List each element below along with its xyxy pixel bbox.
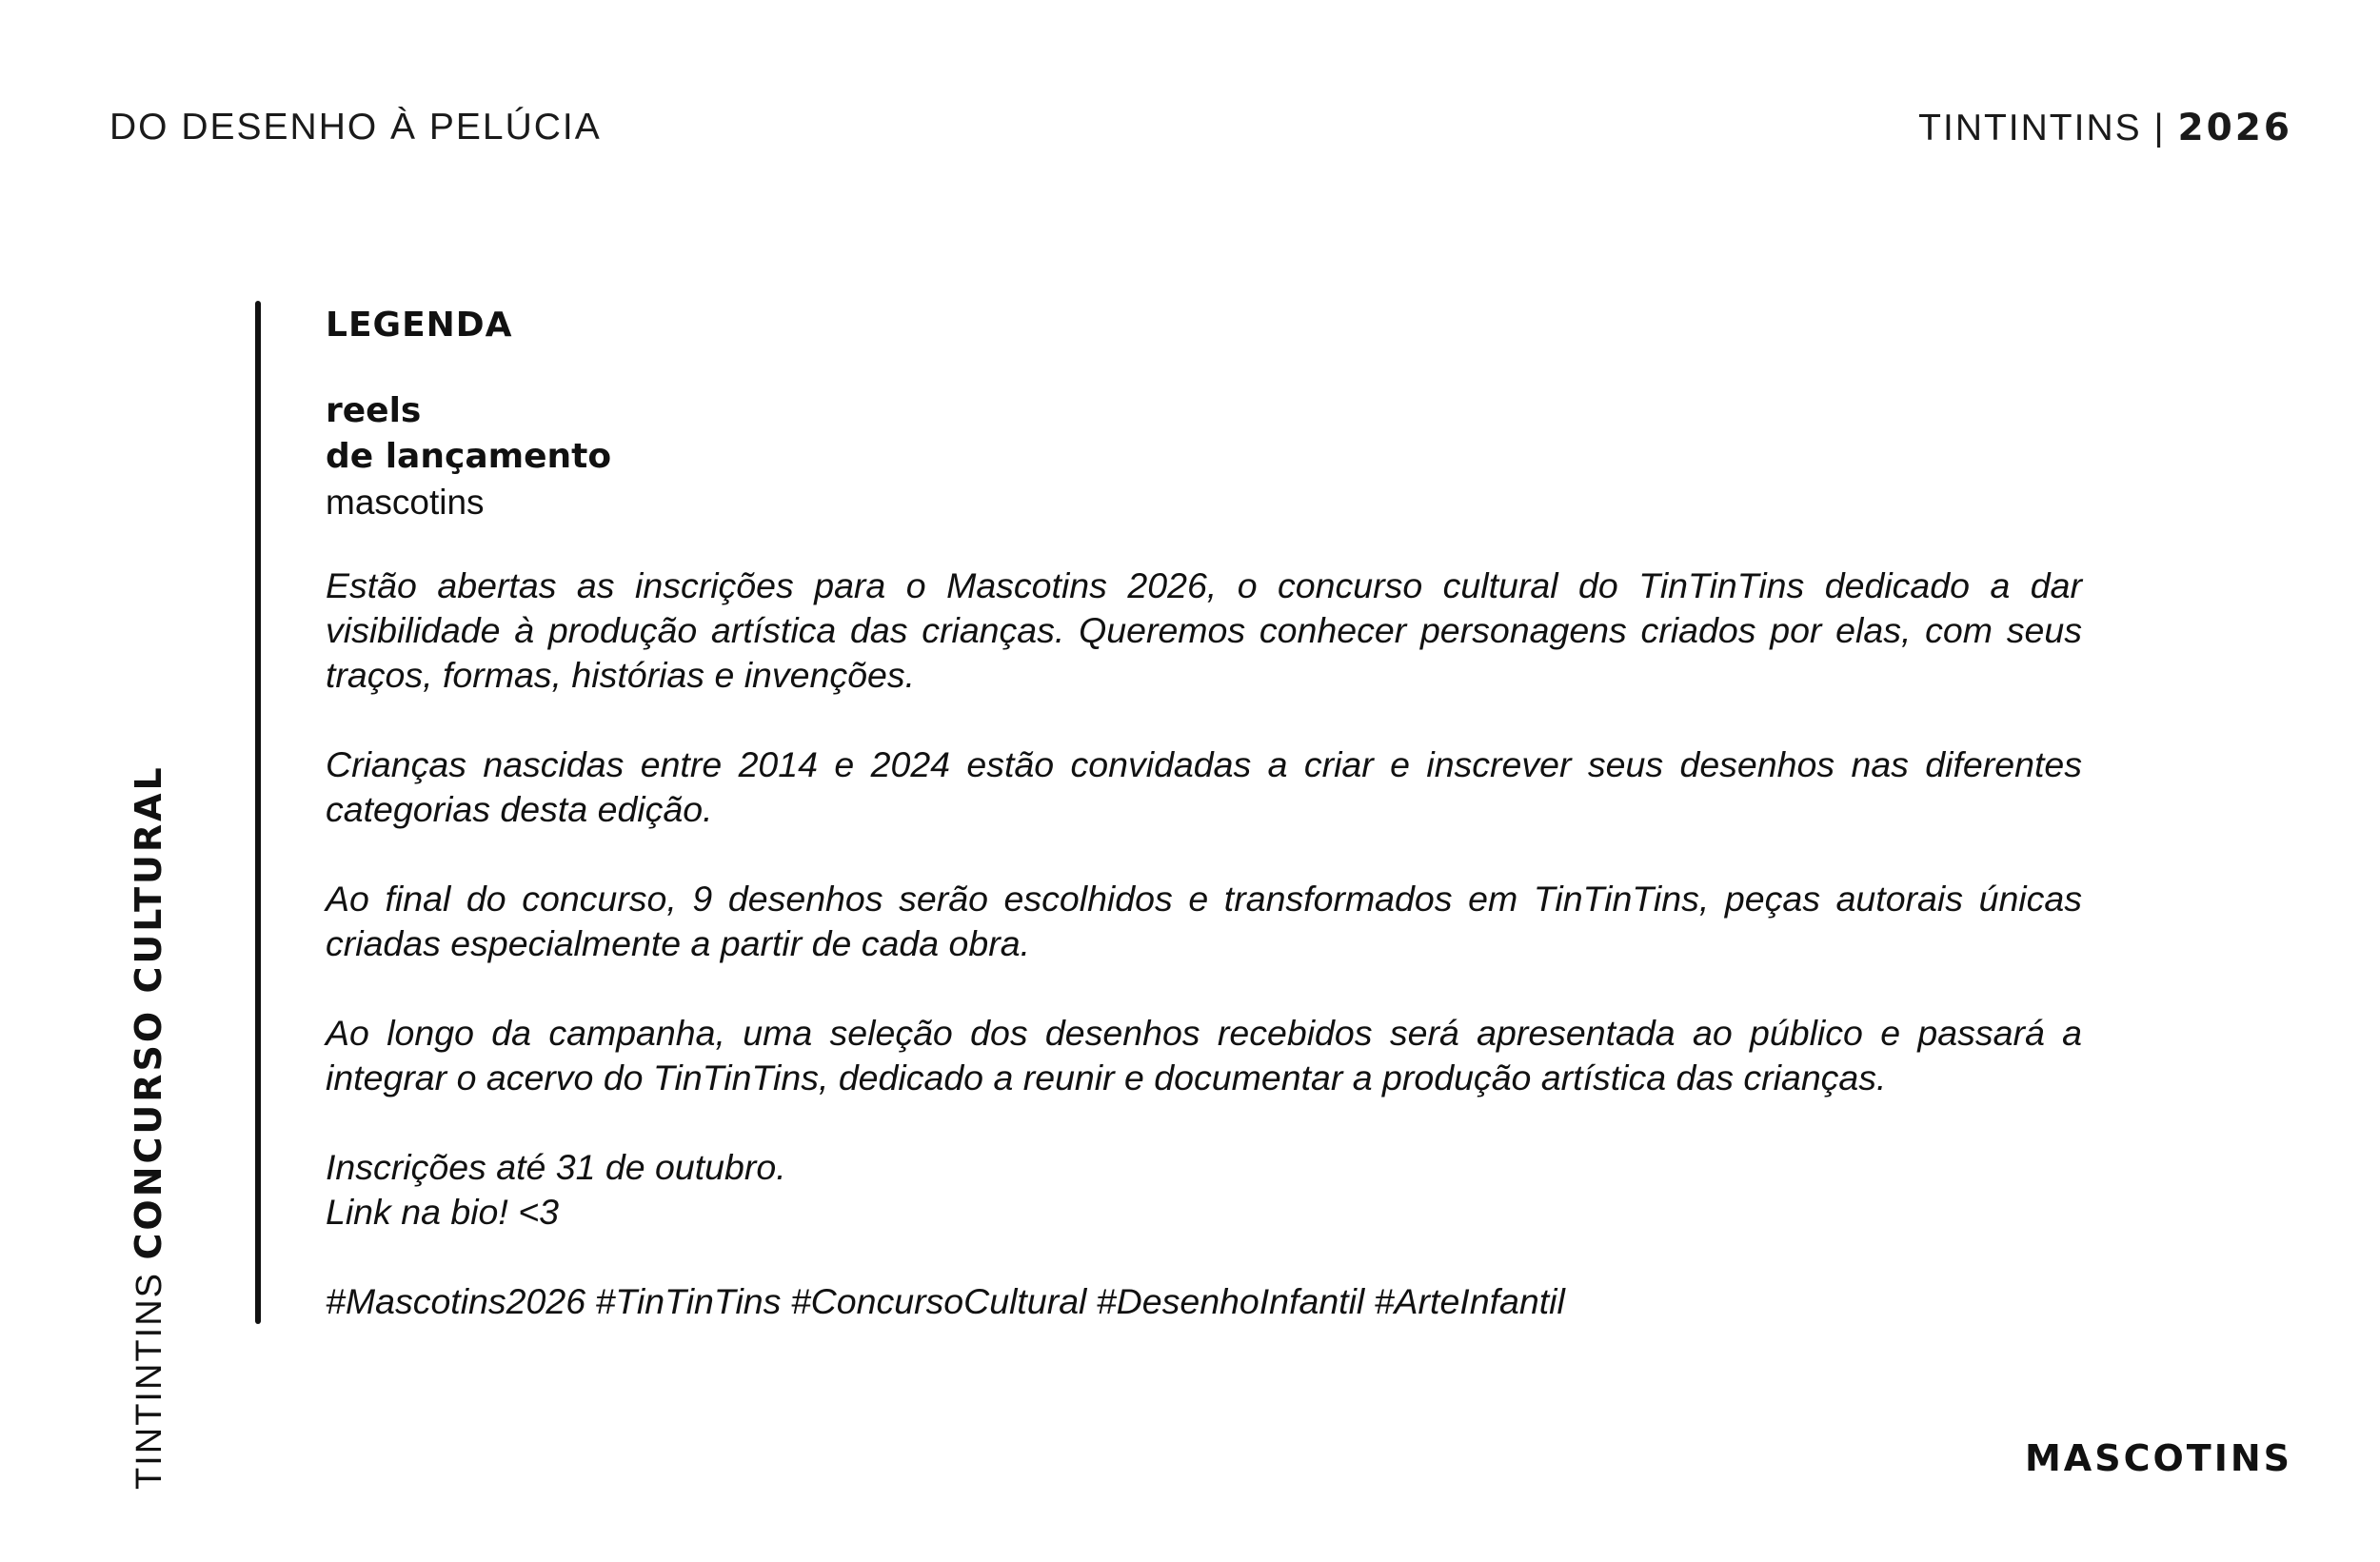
- hashtags: #Mascotins2026 #TinTinTins #ConcursoCultural #DesenhoInfantil #ArteInfantil: [326, 1281, 1565, 1321]
- header-title: DO DESENHO À PELÚCIA: [109, 107, 602, 148]
- closing-lines: [326, 1145, 2082, 1235]
- caption-paragraph: Ao longo da campanha, uma seleção dos desenhos recebidos será apresentada ao público e passará a integrar o acervo do TinTinTins, dedicado a reunir e documentar a produção artística das crianças.: [326, 1013, 2082, 1097]
- header-year: 2026: [2177, 107, 2292, 149]
- side-label-category: CONCURSO CULTURAL: [128, 764, 169, 1260]
- side-label-brand: TINTINTINS: [129, 1259, 169, 1490]
- section-label: LEGENDA: [326, 306, 513, 345]
- post-title: [326, 388, 2082, 525]
- caption-paragraph: Crianças nascidas entre 2014 e 2024 estão convidadas a criar e inscrever seus desenhos nas diferentes categorias desta edição.: [326, 744, 2082, 829]
- caption-paragraph: Estão abertas as inscrições para o Mascotins 2026, o concurso cultural do TinTinTins dedicado a dar visibilidade à produção artística das crianças. Queremos conhecer personagens criados por elas, com seus traços, formas, histórias e invenções.: [326, 565, 2082, 695]
- header-brand-name: TINTINTINS |: [1918, 108, 2178, 148]
- header-brand: [1918, 107, 2292, 149]
- post-subtitle: mascotins: [326, 483, 485, 522]
- vertical-divider: [255, 301, 261, 1324]
- side-category-label: [128, 764, 170, 1490]
- footer-brand: MASCOTINS: [2024, 1437, 2292, 1479]
- caption-paragraph: Ao final do concurso, 9 desenhos serão escolhidos e transformados em TinTinTins, peças autorais únicas criadas especialmente a partir de cada obra.: [326, 879, 2082, 963]
- link-in-bio-text: Link na bio! <3: [326, 1192, 559, 1232]
- caption-content: [326, 301, 2082, 1324]
- deadline-text: Inscrições até 31 de outubro.: [326, 1147, 786, 1187]
- post-title-line1: reels: [326, 391, 422, 430]
- post-title-line2: de lançamento: [326, 437, 612, 476]
